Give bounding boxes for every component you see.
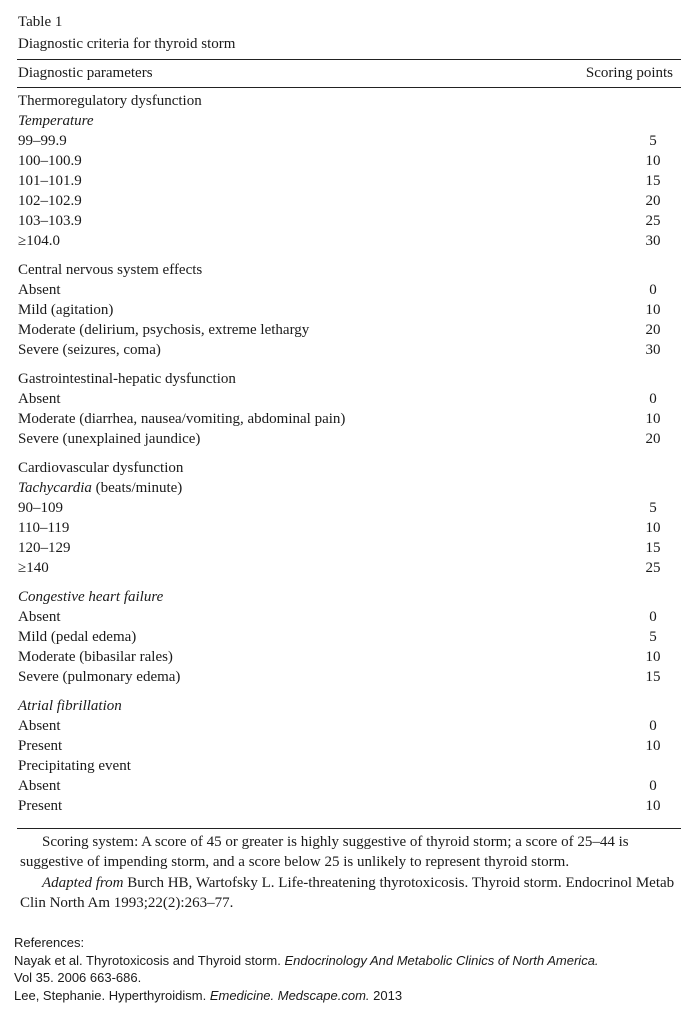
table-row	[18, 340, 673, 360]
table-row-label: 102–102.9	[18, 193, 82, 209]
table-row	[18, 627, 673, 647]
adapted-from-label: Adapted from	[42, 875, 124, 891]
section-heading	[18, 458, 673, 478]
section-heading	[18, 91, 673, 111]
table-row	[18, 151, 673, 171]
subsection-heading-plain	[18, 756, 673, 776]
table-row-label: Moderate (diarrhea, nausea/vomiting, abdominal pain)	[18, 411, 346, 427]
subsection-heading	[18, 696, 673, 716]
table-row-score: 5	[649, 629, 657, 645]
table-row	[18, 736, 673, 756]
column-header-parameters: Diagnostic parameters	[18, 65, 153, 81]
section-gap	[18, 251, 673, 260]
reference-1-authors: Nayak et al. Thyrotoxicosis and Thyroid storm.	[14, 952, 285, 968]
table-bottom-rule	[17, 828, 681, 829]
table-row-score: 10	[645, 302, 661, 318]
section-heading	[18, 260, 673, 280]
section-heading-label: Cardiovascular dysfunction	[18, 460, 184, 476]
column-header-scoring: Scoring points	[585, 65, 673, 81]
reference-2-source: Emedicine. Medscape.com.	[209, 987, 370, 1003]
table-row	[18, 389, 673, 409]
table-row-score: 10	[645, 738, 661, 754]
table-row	[18, 776, 673, 796]
table-row-label: Severe (unexplained jaundice)	[18, 431, 201, 447]
adapted-from-note	[20, 873, 675, 913]
references-heading: References:	[14, 935, 85, 950]
subsection-heading-label: Congestive heart failure	[18, 589, 164, 605]
table-row-label: 120–129	[18, 540, 71, 556]
table-row-score: 25	[645, 213, 661, 229]
references-block	[14, 934, 694, 1004]
table-row-score: 20	[645, 193, 661, 209]
table-row-score: 15	[645, 173, 661, 189]
table-row	[18, 409, 673, 429]
table-row-score: 10	[645, 649, 661, 665]
section-heading-label: Gastrointestinal-hepatic dysfunction	[18, 371, 236, 387]
table-row-label: Mild (pedal edema)	[18, 629, 137, 645]
group-gap	[18, 687, 673, 696]
subsection-heading-label: Temperature	[18, 113, 94, 129]
table-label: Table 1	[18, 14, 63, 30]
subsection-heading	[18, 478, 673, 498]
table-top-rule	[17, 59, 681, 60]
table-row-label: 90–109	[18, 500, 63, 516]
table-row	[18, 171, 673, 191]
table-row-score: 10	[645, 798, 661, 814]
table-row-score: 0	[649, 718, 657, 734]
table-row-label: Absent	[18, 282, 61, 298]
table-row	[18, 280, 673, 300]
table-row	[18, 211, 673, 231]
table-row-score: 0	[649, 282, 657, 298]
table-row	[18, 191, 673, 211]
reference-2-year: 2013	[369, 987, 403, 1003]
table-row-score: 0	[649, 391, 657, 407]
subsection-heading-italic: Tachycardia	[18, 480, 92, 496]
table-row	[18, 498, 673, 518]
subsection-heading	[18, 587, 673, 607]
table-row-score: 15	[645, 669, 661, 685]
table-row-label: 110–119	[18, 520, 70, 536]
table-row-score: 20	[645, 431, 661, 447]
table-row-score: 5	[649, 500, 657, 516]
table-row-label: ≥140	[18, 560, 49, 576]
table-row-score: 10	[645, 520, 661, 536]
section-gap	[18, 360, 673, 369]
table-row-score: 10	[645, 153, 661, 169]
table-row-label: Severe (pulmonary edema)	[18, 669, 181, 685]
table-row-label: Absent	[18, 609, 61, 625]
section-gap	[18, 449, 673, 458]
group-gap	[18, 578, 673, 587]
table-title: Diagnostic criteria for thyroid storm	[18, 36, 236, 52]
subsection-heading-plain-label: Precipitating event	[18, 758, 131, 774]
adapted-citation: Burch HB, Wartofsky L. Life-threatening thyrotoxicosis. Thyroid storm. Endocrinol Metab Clin North Am 1993;22(2):263–77.	[20, 875, 675, 911]
table-row	[18, 429, 673, 449]
table-row-label: 101–101.9	[18, 173, 82, 189]
reference-1-volume: Vol 35. 2006 663-686.	[14, 970, 142, 985]
table-row	[18, 320, 673, 340]
table-row-score: 30	[645, 233, 661, 249]
table-row-score: 20	[645, 322, 661, 338]
table-row	[18, 647, 673, 667]
table-row-score: 0	[649, 778, 657, 794]
table-row-label: 100–100.9	[18, 153, 82, 169]
subsection-heading-label: Atrial fibrillation	[18, 698, 122, 714]
table-row-label: Moderate (delirium, psychosis, extreme lethargy	[18, 322, 310, 338]
scoring-note-text: Scoring system: A score of 45 or greater is highly suggestive of thyroid storm; a score of 25–44 is suggestive of impending storm, and a score below 25 is unlikely to represent thyroid storm.	[20, 834, 629, 870]
reference-1	[14, 952, 694, 970]
table-row-score: 25	[645, 560, 661, 576]
table-header-rule	[17, 87, 681, 88]
adapted-note-text	[20, 873, 675, 913]
table-row	[18, 300, 673, 320]
table-row-label: Absent	[18, 778, 61, 794]
reference-2	[14, 987, 694, 1005]
table-row	[18, 131, 673, 151]
table-row	[18, 796, 673, 816]
table-row-label: 103–103.9	[18, 213, 82, 229]
table-row-label: ≥104.0	[18, 233, 60, 249]
table-row	[18, 607, 673, 627]
subsection-heading	[18, 111, 673, 131]
reference-2-authors: Lee, Stephanie. Hyperthyroidism.	[14, 987, 210, 1003]
table-row	[18, 518, 673, 538]
table-row-label: Present	[18, 738, 63, 754]
section-heading-label: Central nervous system effects	[18, 262, 203, 278]
table-row-label: Absent	[18, 391, 61, 407]
table-row-score: 0	[649, 609, 657, 625]
table-body	[18, 91, 673, 816]
table-row-score: 15	[645, 540, 661, 556]
reference-1-journal: Endocrinology And Metabolic Clinics of North America.	[284, 952, 599, 968]
table-row-label: Moderate (bibasilar rales)	[18, 649, 173, 665]
table-row-label: Absent	[18, 718, 61, 734]
table-row-label: Mild (agitation)	[18, 302, 114, 318]
table-row-score: 10	[645, 411, 661, 427]
table-row-score: 30	[645, 342, 661, 358]
subsection-heading-label	[18, 478, 182, 498]
table-row	[18, 558, 673, 578]
subsection-heading-suffix: (beats/minute)	[91, 480, 183, 496]
table-row	[18, 667, 673, 687]
section-heading-label: Thermoregulatory dysfunction	[18, 93, 202, 109]
table-row	[18, 538, 673, 558]
table-row-label: Present	[18, 798, 63, 814]
table-row	[18, 231, 673, 251]
table-row-label: 99–99.9	[18, 133, 67, 149]
section-heading	[18, 369, 673, 389]
scoring-system-note	[20, 832, 675, 872]
table-row-label: Severe (seizures, coma)	[18, 342, 161, 358]
table-row	[18, 716, 673, 736]
table-row-score: 5	[649, 133, 657, 149]
